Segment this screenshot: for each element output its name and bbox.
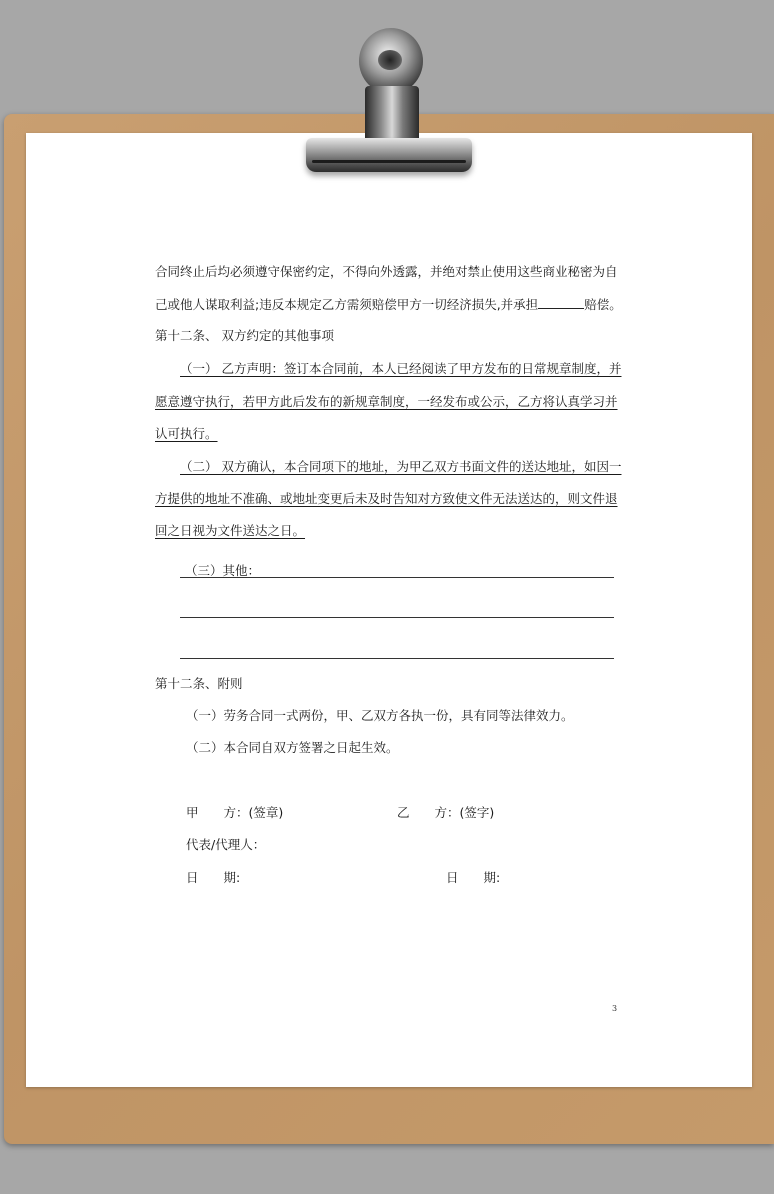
clip-neck xyxy=(365,86,419,142)
clause-line: 愿意遵守执行，若甲方此后发布的新规章制度，一经发布或公示，乙方将认真学习并 xyxy=(155,394,618,409)
fill-line[interactable] xyxy=(180,658,614,659)
signature-date-b: 日 期: xyxy=(446,870,501,885)
paragraph-line: 合同终止后均必须遵守保密约定，不得向外透露，并绝对禁止使用这些商业秘密为自 xyxy=(155,264,618,279)
clip-bar-edge xyxy=(312,160,466,163)
clause-line: 回之日视为文件送达之日。 xyxy=(155,523,306,538)
appendix-clause: （二）本合同自双方签署之日起生效。 xyxy=(186,740,399,755)
appendix-clause: （一）劳务合同一式两份，甲、乙双方各执一份，具有同等法律效力。 xyxy=(186,708,574,723)
paragraph-text: 赔偿。 xyxy=(584,297,622,312)
signature-party-a: 甲 方：(签章) xyxy=(186,805,284,820)
signature-date-a: 日 期: xyxy=(186,870,241,885)
fill-blank[interactable] xyxy=(538,297,584,309)
clause-label: （三）其他： xyxy=(185,563,261,578)
clause-line: 方提供的地址不准确、或地址变更后未及时告知对方致使文件无法送达的，则文件退 xyxy=(155,491,618,506)
fill-line[interactable] xyxy=(180,577,614,578)
signature-party-b: 乙 方：(签字) xyxy=(397,805,495,820)
section-heading: 第十二条、附则 xyxy=(155,676,243,691)
clip-bar xyxy=(306,138,472,172)
clip-hole xyxy=(378,50,402,70)
fill-line[interactable] xyxy=(180,617,614,618)
paragraph-line xyxy=(155,297,622,312)
clause-line: （二） 双方确认，本合同项下的地址，为甲乙双方书面文件的送达地址，如因一 xyxy=(180,459,622,474)
clause-line: （一） 乙方声明：签订本合同前，本人已经阅读了甲方发布的日常规章制度，并 xyxy=(180,361,622,376)
paragraph-text: 己或他人谋取利益;违反本规定乙方需须赔偿甲方一切经济损失,并承担 xyxy=(155,297,539,312)
clause-line: 认可执行。 xyxy=(155,426,218,441)
signature-representative: 代表/代理人： xyxy=(186,837,266,852)
section-heading: 第十二条、 双方约定的其他事项 xyxy=(155,328,334,343)
page-number: 3 xyxy=(612,1004,618,1013)
